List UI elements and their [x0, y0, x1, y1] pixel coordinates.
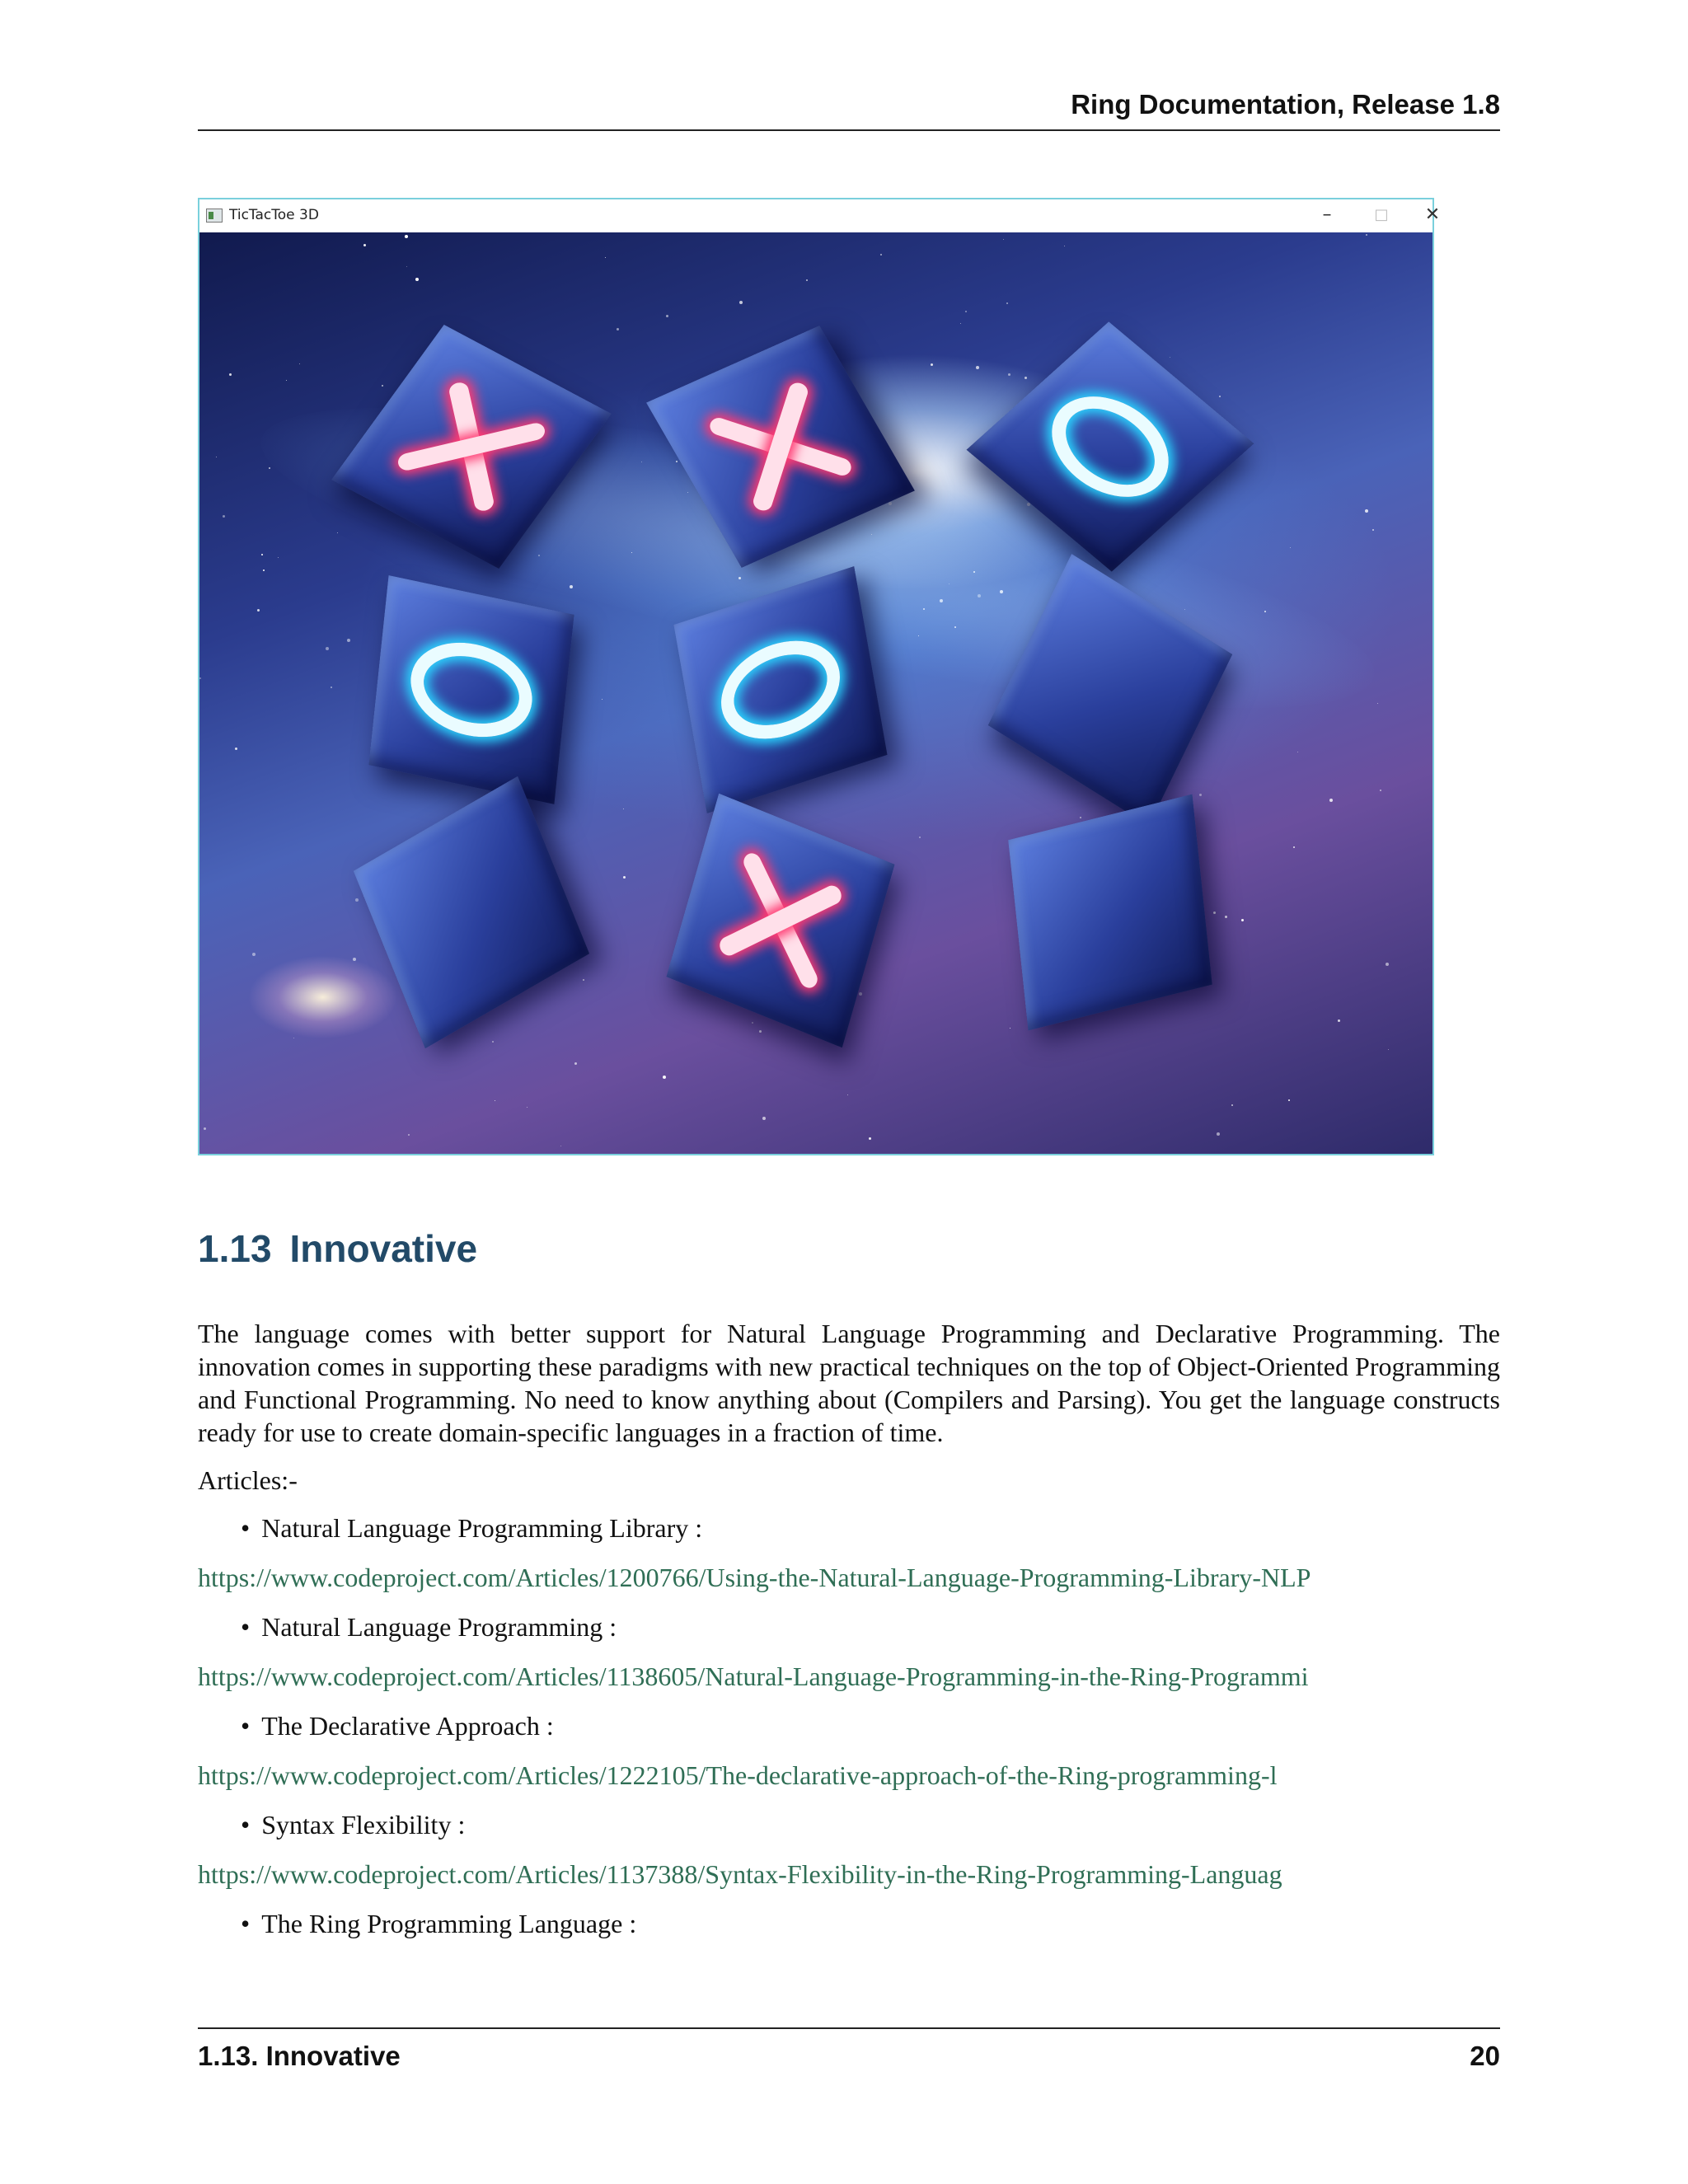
- board-cell-8[interactable]: [667, 794, 895, 1047]
- star-decoration: [1377, 703, 1378, 704]
- bullet-icon: •: [241, 1909, 251, 1938]
- article-item: [241, 1711, 554, 1741]
- article-item: [241, 1612, 617, 1643]
- star-decoration: [204, 1127, 206, 1130]
- star-decoration: [406, 266, 407, 267]
- star-decoration: [278, 557, 279, 558]
- star-decoration: [1329, 799, 1333, 802]
- star-decoration: [1025, 377, 1027, 379]
- o-mark-icon: [406, 631, 537, 748]
- section-number: 1.13: [198, 1227, 272, 1270]
- footer-section: 1.13. Innovative: [198, 2041, 401, 2071]
- article-link[interactable]: https://www.codeproject.com/Articles/1222105/The-declarative-approach-of-the-Ring-programming-l: [198, 1760, 1278, 1790]
- star-decoration: [1217, 1132, 1220, 1136]
- article-item: [241, 1513, 702, 1544]
- article-title: The Ring Programming Language :: [261, 1909, 637, 1938]
- article-title: The Declarative Approach :: [261, 1711, 554, 1741]
- section-title: Innovative: [289, 1227, 478, 1270]
- star-decoration: [739, 301, 743, 304]
- article-title: Natural Language Programming :: [261, 1612, 617, 1642]
- star-decoration: [759, 1030, 762, 1033]
- star-decoration: [583, 979, 584, 981]
- window-title: TicTacToe 3D: [229, 207, 319, 223]
- section-heading: [198, 1226, 477, 1271]
- star-decoration: [355, 898, 359, 902]
- star-decoration: [1338, 1019, 1340, 1022]
- window-titlebar[interactable]: [199, 199, 1441, 232]
- maximize-button[interactable]: □: [1374, 206, 1389, 223]
- article-link[interactable]: https://www.codeproject.com/Articles/1137388/Syntax-Flexibility-in-the-Ring-Programming-Languag: [198, 1859, 1282, 1889]
- o-mark-icon: [714, 626, 847, 754]
- star-decoration: [1080, 817, 1081, 818]
- page-number: 20: [1470, 2041, 1500, 2071]
- star-decoration: [347, 639, 350, 642]
- star-decoration: [331, 687, 332, 688]
- star-decoration: [1003, 239, 1004, 240]
- star-decoration: [602, 699, 603, 700]
- article-link[interactable]: https://www.codeproject.com/Articles/1138605/Natural-Language-Programming-in-the-Ring-Programmi: [198, 1661, 1309, 1691]
- star-decoration: [415, 278, 419, 281]
- bullet-icon: •: [241, 1810, 251, 1840]
- article-item: [241, 1810, 465, 1840]
- articles-label: Articles:-: [198, 1465, 298, 1495]
- star-decoration: [382, 385, 383, 387]
- star-decoration: [199, 677, 201, 679]
- tictactoe-window: [198, 198, 1441, 1155]
- star-decoration: [663, 1076, 666, 1079]
- star-decoration: [337, 532, 338, 533]
- close-button[interactable]: ✕: [1424, 204, 1441, 225]
- star-decoration: [261, 554, 263, 555]
- board-cell-9[interactable]: [1008, 794, 1212, 1031]
- bullet-icon: •: [241, 1513, 251, 1543]
- star-decoration: [859, 992, 862, 996]
- star-decoration: [965, 311, 967, 312]
- star-decoration: [931, 363, 933, 366]
- star-decoration: [527, 1107, 528, 1108]
- star-decoration: [363, 244, 366, 246]
- star-decoration: [353, 958, 356, 961]
- star-decoration: [1386, 963, 1389, 966]
- star-decoration: [806, 279, 808, 281]
- star-decoration: [257, 609, 260, 612]
- star-decoration: [623, 876, 626, 879]
- star-decoration: [1366, 234, 1367, 236]
- star-decoration: [299, 363, 300, 364]
- star-decoration: [1231, 1104, 1233, 1106]
- article-title: Syntax Flexibility :: [261, 1810, 466, 1840]
- star-decoration: [847, 1094, 848, 1095]
- star-decoration: [235, 748, 237, 750]
- star-decoration: [960, 323, 961, 324]
- star-decoration: [408, 1134, 410, 1136]
- star-decoration: [623, 808, 624, 809]
- app-icon: [206, 209, 223, 223]
- star-decoration: [762, 1117, 766, 1120]
- star-decoration: [223, 515, 225, 518]
- minimize-button[interactable]: –: [1322, 204, 1332, 225]
- header-rule: [198, 129, 1500, 131]
- bullet-icon: •: [241, 1612, 251, 1642]
- article-title: Natural Language Programming Library :: [261, 1513, 703, 1543]
- game-scene[interactable]: [199, 232, 1432, 1154]
- star-decoration: [1219, 396, 1221, 397]
- board-cell-7[interactable]: [354, 776, 589, 1048]
- star-decoration: [492, 1041, 494, 1043]
- star-decoration: [405, 235, 408, 238]
- star-decoration: [976, 366, 979, 369]
- star-decoration: [605, 257, 606, 258]
- star-decoration: [574, 1062, 577, 1065]
- star-decoration: [326, 647, 329, 650]
- star-decoration: [1241, 919, 1244, 921]
- star-decoration: [252, 953, 256, 956]
- star-decoration: [1288, 1099, 1290, 1101]
- star-decoration: [1199, 794, 1202, 796]
- star-decoration: [286, 380, 287, 381]
- article-item: [241, 1909, 636, 1939]
- star-decoration: [752, 1022, 753, 1024]
- star-decoration: [919, 837, 921, 838]
- star-decoration: [229, 373, 232, 376]
- article-link[interactable]: https://www.codeproject.com/Articles/1200766/Using-the-Natural-Language-Programming-Library-NLP: [198, 1563, 1311, 1592]
- star-decoration: [1213, 912, 1216, 914]
- star-decoration: [1008, 373, 1010, 376]
- footer-rule: [198, 2027, 1500, 2029]
- star-decoration: [880, 254, 882, 255]
- star-decoration: [1006, 302, 1008, 304]
- star-decoration: [1293, 846, 1295, 848]
- star-decoration: [1388, 1049, 1389, 1050]
- section-paragraph: The language comes with better support for Natural Language Programming and Declarative Programming. The innovation comes in supporting these paradigms with new practical techniques on the top of Object-Oriented Programming and Functional Programming. No need to know anything about (Compilers and Parsing). You get the language constructs ready for use to create domain-specific languages in a fraction of time.: [198, 1319, 1500, 1447]
- star-decoration: [869, 1137, 871, 1140]
- board-cell-4[interactable]: [368, 575, 574, 804]
- page-header: Ring Documentation, Release 1.8: [1071, 89, 1500, 120]
- o-mark-icon: [1029, 377, 1191, 518]
- star-decoration: [263, 569, 265, 571]
- star-decoration: [666, 315, 668, 317]
- star-decoration: [1290, 547, 1291, 548]
- star-decoration: [617, 328, 619, 330]
- star-decoration: [269, 467, 270, 469]
- star-decoration: [1372, 529, 1374, 531]
- bullet-icon: •: [241, 1711, 251, 1741]
- star-decoration: [1225, 916, 1227, 918]
- star-decoration: [1365, 509, 1368, 513]
- star-decoration: [1380, 790, 1381, 791]
